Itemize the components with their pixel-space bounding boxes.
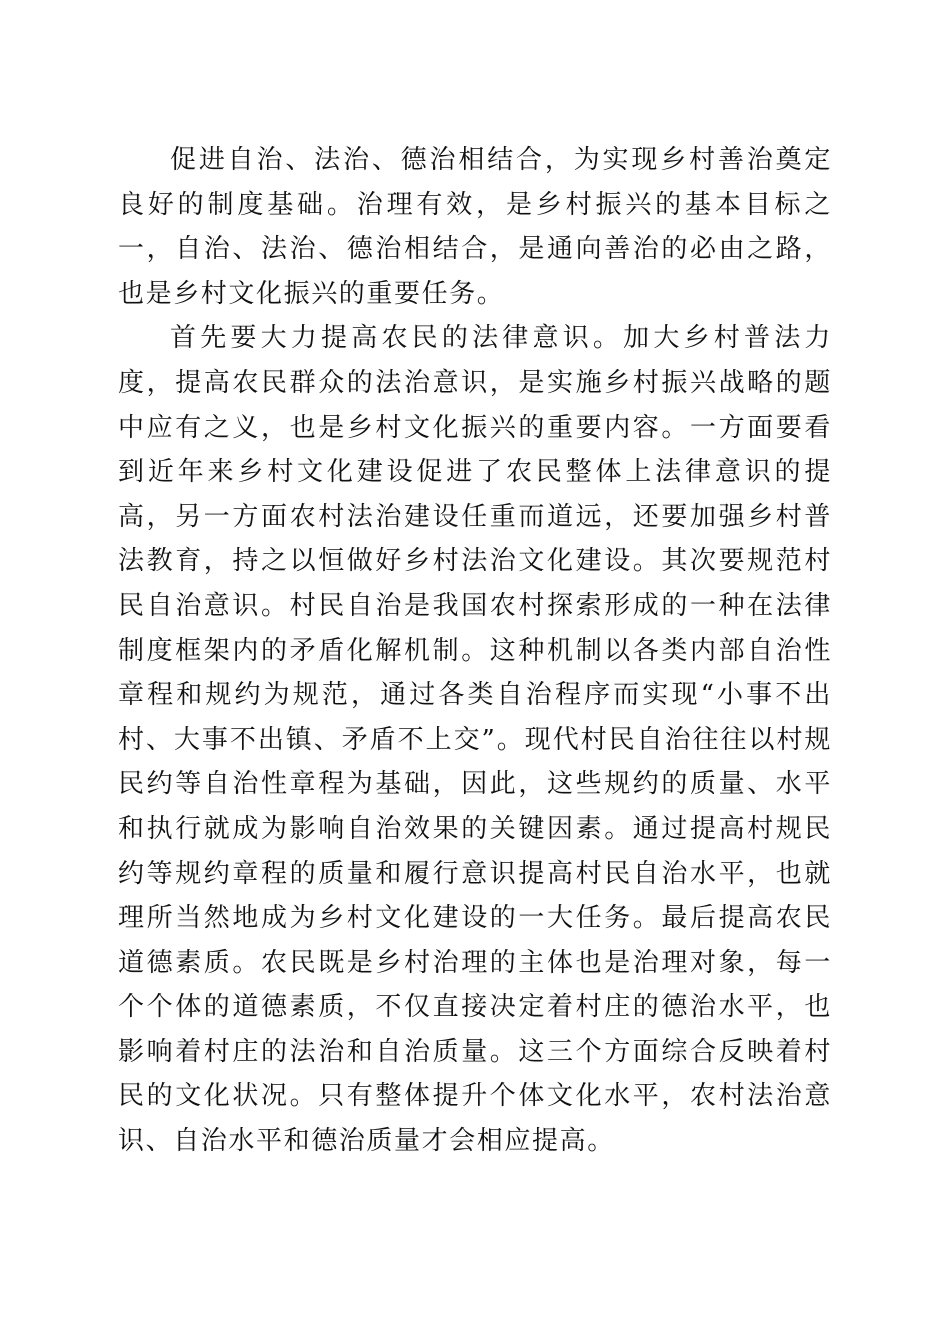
paragraph-1: 促进自治、法治、德治相结合，为实现乡村善治奠定良好的制度基础。治理有效，是乡村振兴的基本目标之一，自治、法治、德治相结合，是通向善治的必由之路，也是乡村文化振兴的重要任务。: [118, 145, 832, 309]
paragraph-2: 首先要大力提高农民的法律意识。加大乡村普法力度，提高农民群众的法治意识，是实施乡村振兴战略的题中应有之义，也是乡村文化振兴的重要内容。一方面要看到近年来乡村文化建设促进了农民整体上法律意识的提高，另一方面农村法治建设任重而道远，还要加强乡村普法教育，持之以恒做好乡村法治文化建设。其次要规范村民自治意识。村民自治是我国农村探索形成的一种在法律制度框架内的矛盾化解机制。这种机制以各类内部自治性章程和规约为规范，通过各类自治程序而实现“小事不出村、大事不出镇、矛盾不上交”。现代村民自治往往以村规民约等自治性章程为基础，因此，这些规约的质量、水平和执行就成为影响自治效果的关键因素。通过提高村规民约等规约章程的质量和履行意识提高村民自治水平，也就理所当然地成为乡村文化建设的一大任务。最后提高农民道德素质。农民既是乡村治理的主体也是治理对象，每一个个体的道德素质，不仅直接决定着村庄的德治水平，也影响着村庄的法治和自治质量。这三个方面综合反映着村民的文化状况。只有整体提升个体文化水平，农村法治意识、自治水平和德治质量才会相应提高。: [118, 323, 832, 1157]
document-body: [118, 138, 832, 1164]
